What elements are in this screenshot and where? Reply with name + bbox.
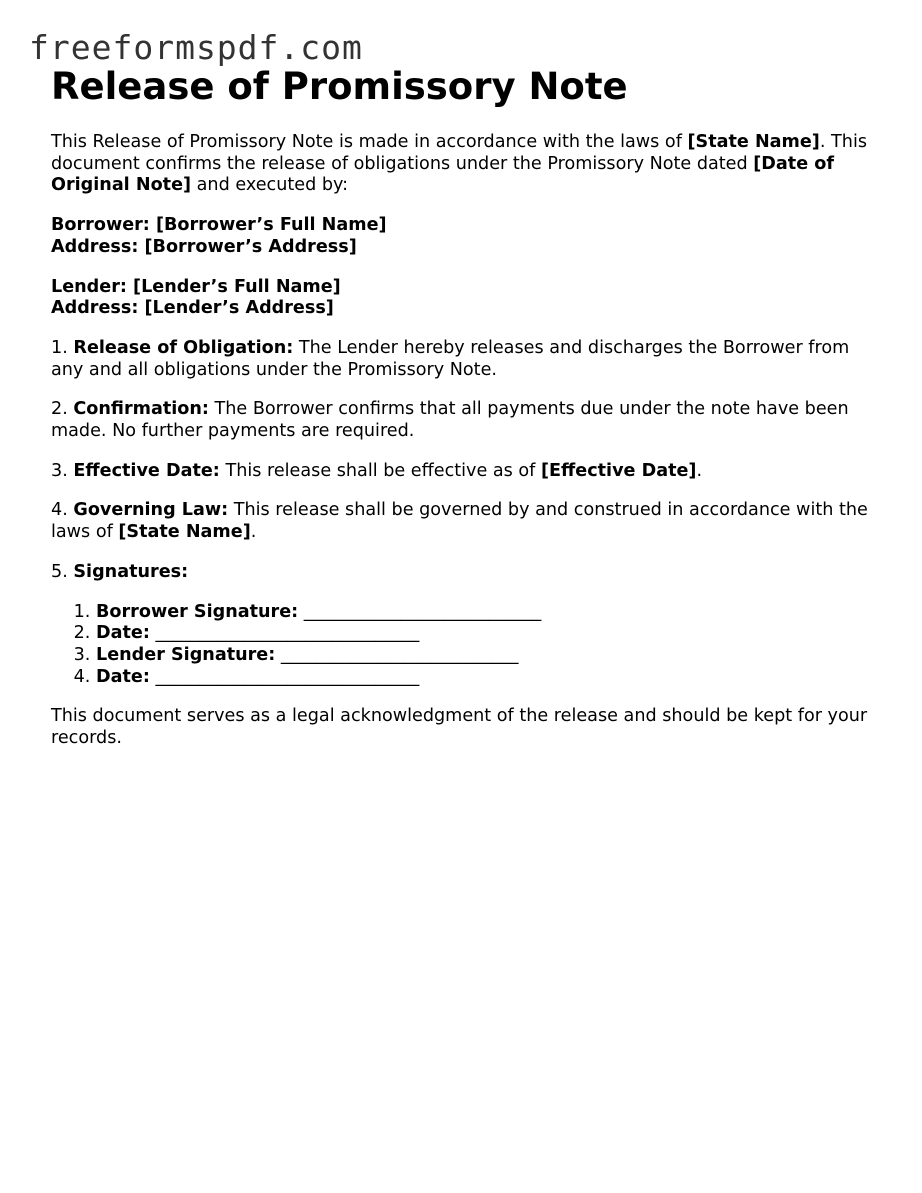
clause-number: 2. bbox=[51, 399, 74, 420]
lender-name: Lender: [Lender’s Full Name] bbox=[51, 276, 341, 297]
signature-label: Date: bbox=[96, 623, 150, 644]
clause-effective-date bbox=[51, 461, 881, 483]
intro-text-1: This Release of Promissory Note is made in accordance with the laws of bbox=[51, 132, 688, 152]
clause-number: 1. bbox=[51, 337, 74, 358]
clause-text: The Lender hereby releases and discharges the Borrower from any and all obligations under the Promissory Note. bbox=[51, 337, 850, 380]
clause-heading: Governing Law: bbox=[73, 500, 229, 521]
effective-date-placeholder: [Effective Date] bbox=[540, 460, 697, 481]
signature-line: ______________________________ bbox=[149, 623, 420, 644]
signature-label: Date: bbox=[96, 666, 150, 687]
intro-text-3: and executed by: bbox=[191, 175, 349, 196]
document-title: Release of Promissory Note bbox=[51, 65, 628, 108]
clause-text: This release shall be governed by and construed in accordance with the laws of bbox=[51, 500, 868, 543]
clause-text: This release shall be effective as of bbox=[219, 460, 541, 481]
clause-heading: Signatures: bbox=[73, 561, 189, 582]
signature-line: ___________________________ bbox=[298, 601, 542, 622]
clause-governing-law bbox=[51, 500, 881, 543]
clause-end: . bbox=[250, 522, 257, 543]
signature-item-borrower bbox=[96, 602, 881, 624]
signature-item-borrower-date bbox=[96, 623, 881, 645]
clause-number: 5. bbox=[51, 561, 74, 582]
borrower-address: Address: [Borrower’s Address] bbox=[51, 236, 357, 257]
lender-block bbox=[51, 277, 881, 320]
clause-heading: Confirmation: bbox=[73, 399, 209, 420]
clause-confirmation bbox=[51, 399, 881, 442]
clause-end: . bbox=[696, 460, 703, 481]
clause-heading: Release of Obligation: bbox=[73, 337, 294, 358]
signature-item-lender bbox=[96, 645, 881, 667]
lender-address: Address: [Lender’s Address] bbox=[51, 298, 334, 319]
signature-label: Lender Signature: bbox=[96, 644, 276, 665]
clause-number: 4. bbox=[51, 500, 74, 521]
clause-release-of-obligation bbox=[51, 338, 881, 381]
intro-original-note-date: [Date of Original Note] bbox=[51, 153, 834, 196]
watermark: freeformspdf.com bbox=[29, 28, 363, 67]
borrower-block bbox=[51, 215, 881, 258]
clause-heading: Effective Date: bbox=[73, 460, 220, 481]
signature-line: ___________________________ bbox=[275, 644, 519, 665]
clause-text: The Borrower confirms that all payments due under the note have been made. No further payments are required. bbox=[51, 399, 849, 442]
signature-line: ______________________________ bbox=[149, 666, 420, 687]
document bbox=[51, 64, 881, 750]
signature-list bbox=[51, 602, 881, 689]
signature-item-lender-date bbox=[96, 667, 881, 689]
borrower-name: Borrower: [Borrower’s Full Name] bbox=[51, 215, 387, 236]
clause-number: 3. bbox=[51, 460, 74, 481]
intro-text-2: . This document confirms the release of obligations under the Promissory Note dated bbox=[51, 132, 867, 174]
state-name-placeholder: [State Name] bbox=[118, 522, 251, 543]
intro-state-name: [State Name] bbox=[687, 132, 820, 152]
signature-label: Borrower Signature: bbox=[96, 601, 299, 622]
clause-signatures bbox=[51, 562, 881, 584]
intro-paragraph bbox=[51, 132, 881, 197]
closing-paragraph: This document serves as a legal acknowledgment of the release and should be kept for your records. bbox=[51, 706, 868, 749]
